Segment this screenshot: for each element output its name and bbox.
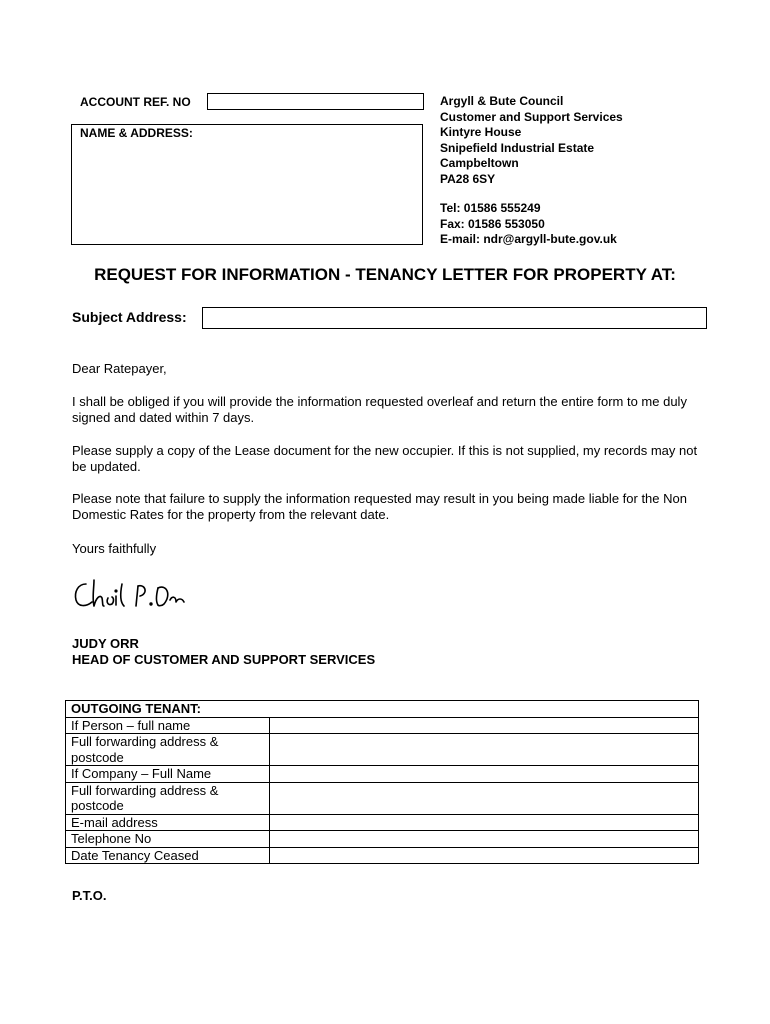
page-title: REQUEST FOR INFORMATION - TENANCY LETTER FOR PROPERTY AT: [94, 265, 676, 284]
council-email: E-mail: ndr@argyll-bute.gov.uk [440, 232, 617, 246]
row-label: E-mail address [66, 814, 270, 831]
council-line: PA28 6SY [440, 171, 496, 186]
account-ref-label: ACCOUNT REF. NO [80, 95, 191, 109]
table-header-row [66, 701, 699, 718]
council-line: Snipefield Industrial Estate [440, 140, 595, 155]
council-line: Argyll & Bute Council [440, 94, 564, 108]
signatory-name: JUDY ORR [72, 636, 139, 651]
letter-paragraph-1: I shall be obliged if you will provide the information requested overleaf and return the entire form to me duly signed and dated within 7 days. [72, 394, 687, 425]
council-line: Kintyre House [440, 125, 522, 139]
table-row [66, 814, 699, 831]
handwritten-signature [72, 576, 190, 612]
council-tel: Tel: 01586 555249 [440, 201, 541, 215]
table-row [66, 766, 699, 783]
row-label: If Person – full name [66, 717, 270, 734]
subject-address-field[interactable] [202, 307, 707, 329]
row-label: Date Tenancy Ceased [66, 847, 270, 864]
person-forwarding-address-field[interactable] [270, 734, 699, 766]
telephone-field[interactable] [270, 831, 699, 848]
table-row [66, 782, 699, 814]
row-label: Telephone No [66, 831, 270, 848]
council-line: Customer and Support Services [440, 109, 623, 124]
council-address-block [440, 94, 623, 248]
letter-paragraph-3: Please note that failure to supply the information requested may result in you being made liable for the Non Domestic Rates for the property from the relevant date. [72, 491, 687, 522]
table-row [66, 831, 699, 848]
council-fax: Fax: 01586 553050 [440, 216, 545, 231]
signatory-title: HEAD OF CUSTOMER AND SUPPORT SERVICES [72, 652, 376, 667]
name-address-label: NAME & ADDRESS: [80, 126, 193, 140]
letter-paragraph-2: Please supply a copy of the Lease document for the new occupier. If this is not supplied, my records may not be updated. [72, 443, 698, 474]
company-full-name-field[interactable] [270, 766, 699, 783]
row-label: Full forwarding address & postcode [66, 782, 270, 814]
company-forwarding-address-field[interactable] [270, 782, 699, 814]
row-label: Full forwarding address & postcode [66, 734, 270, 766]
pto-label: P.T.O. [72, 888, 107, 903]
date-tenancy-ceased-field[interactable] [270, 847, 699, 864]
table-row [66, 847, 699, 864]
account-ref-field[interactable] [207, 93, 424, 110]
letter-closing: Yours faithfully [72, 541, 157, 556]
outgoing-tenant-heading: OUTGOING TENANT: [66, 701, 699, 718]
table-row [66, 717, 699, 734]
name-address-box[interactable] [71, 124, 423, 245]
person-full-name-field[interactable] [270, 717, 699, 734]
outgoing-tenant-table [65, 700, 699, 864]
subject-address-label: Subject Address: [72, 309, 187, 325]
row-label: If Company – Full Name [66, 766, 270, 783]
salutation: Dear Ratepayer, [72, 361, 167, 376]
table-row [66, 734, 699, 766]
email-address-field[interactable] [270, 814, 699, 831]
council-line: Campbeltown [440, 156, 519, 170]
